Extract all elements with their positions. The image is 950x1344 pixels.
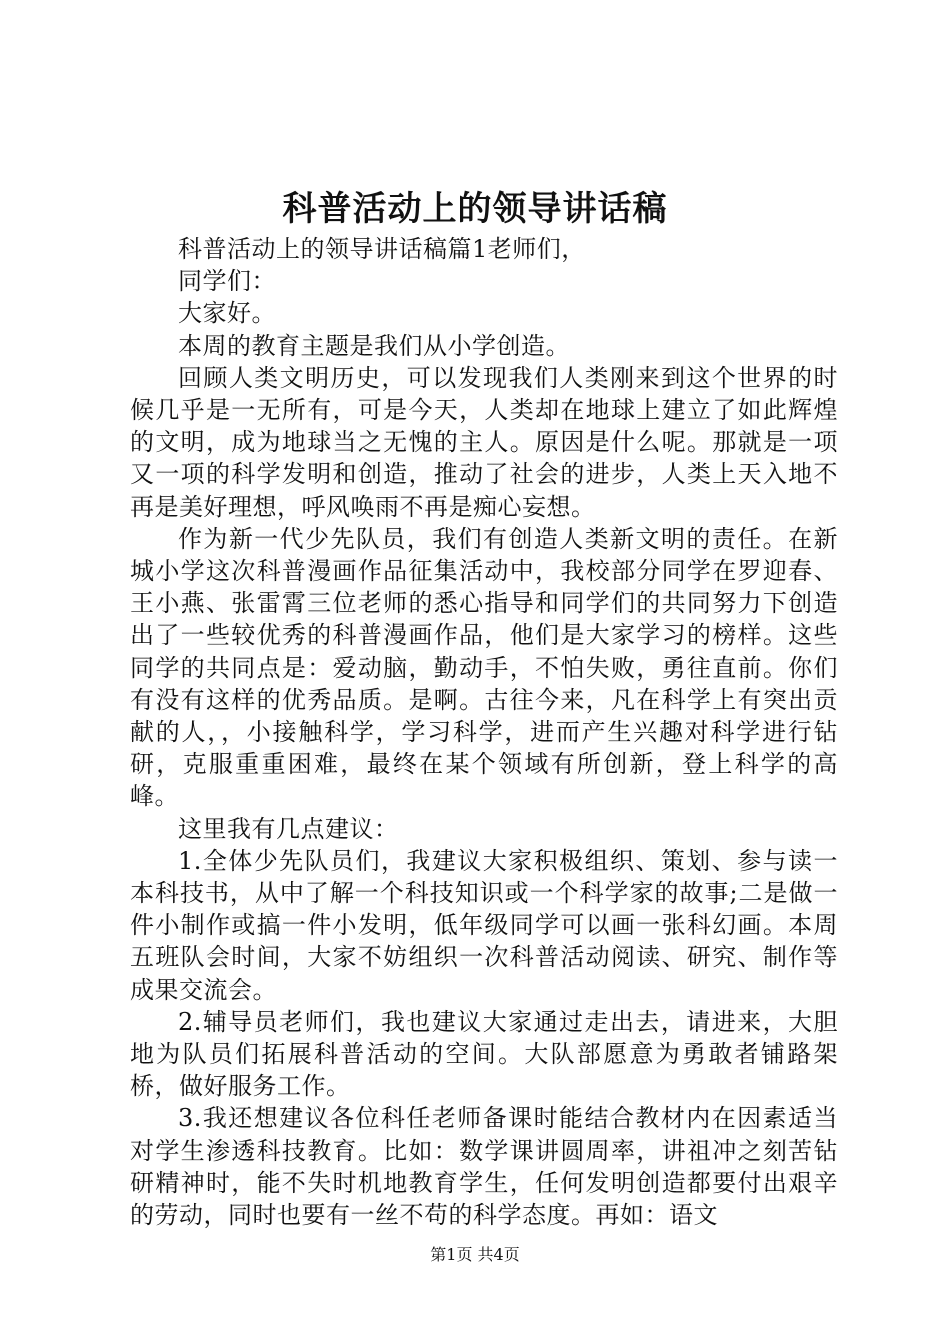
paragraph-theme: 本周的教育主题是我们从小学创造。 (178, 331, 570, 360)
paragraph-suggestion-1: 1.全体少先队员们，我建议大家积极组织、策划、参与读一本科技书，从中了解一个科技知识或一个科学家的故事;二是做一件小制作或搞一件小发明，低年级同学可以画一张科幻画。本周五班队会时间，大家不妨组织一次科普活动阅读、研究、制作等成果交流会。 (130, 846, 838, 1004)
page-footer: 第1页 共4页 (430, 1245, 520, 1264)
paragraph-suggestion-2: 2.辅导员老师们，我也建议大家通过走出去，请进来，大胆地为队员们拓展科普活动的空间。大队部愿意为勇敢者铺路架桥，做好服务工作。 (130, 1007, 838, 1101)
paragraph-history: 回顾人类文明历史，可以发现我们人类刚来到这个世界的时候几乎是一无所有，可是今天，人类却在地球上建立了如此辉煌的文明，成为地球当之无愧的主人。原因是什么呢。那就是一项又一项的科学发明和创造，推动了社会的进步，人类上天入地不再是美好理想，呼风唤雨不再是痴心妄想。 (130, 363, 838, 521)
paragraph-students: 同学们： (178, 267, 276, 296)
paragraph-suggestions-intro: 这里我有几点建议： (178, 814, 399, 843)
paragraph-greeting: 科普活动上的领导讲话稿篇1老师们， (178, 235, 586, 263)
paragraph-suggestion-3: 3.我还想建议各位科任老师备课时能结合教材内在因素适当对学生渗透科技教育。比如：数学课讲圆周率，讲祖冲之刻苦钻研精神时，能不失时机地教育学生，任何发明创造都要付出艰辛的劳动，同时也要有一丝不苟的科学态度。再如：语文 (130, 1104, 838, 1230)
document-title: 科普活动上的领导讲话稿 (282, 189, 668, 229)
paragraph-hello: 大家好。 (178, 299, 276, 328)
paragraph-responsibility: 作为新一代少先队员，我们有创造人类新文明的责任。在新城小学这次科普漫画作品征集活动中，我校部分同学在罗迎春、王小燕、张雷霄三位老师的悉心指导和同学们的共同努力下创造出了一些较优秀的科普漫画作品，他们是大家学习的榜样。这些同学的共同点是：爱动脑，勤动手，不怕失败，勇往直前。你们有没有这样的优秀品质。是啊。古往今来，凡在科学上有突出贡献的人，，小接触科学，学习科学，进而产生兴趣对科学进行钻研，克服重重困难，最终在某个领域有所创新，登上科学的高峰。 (130, 524, 838, 811)
document-body (130, 233, 838, 1231)
